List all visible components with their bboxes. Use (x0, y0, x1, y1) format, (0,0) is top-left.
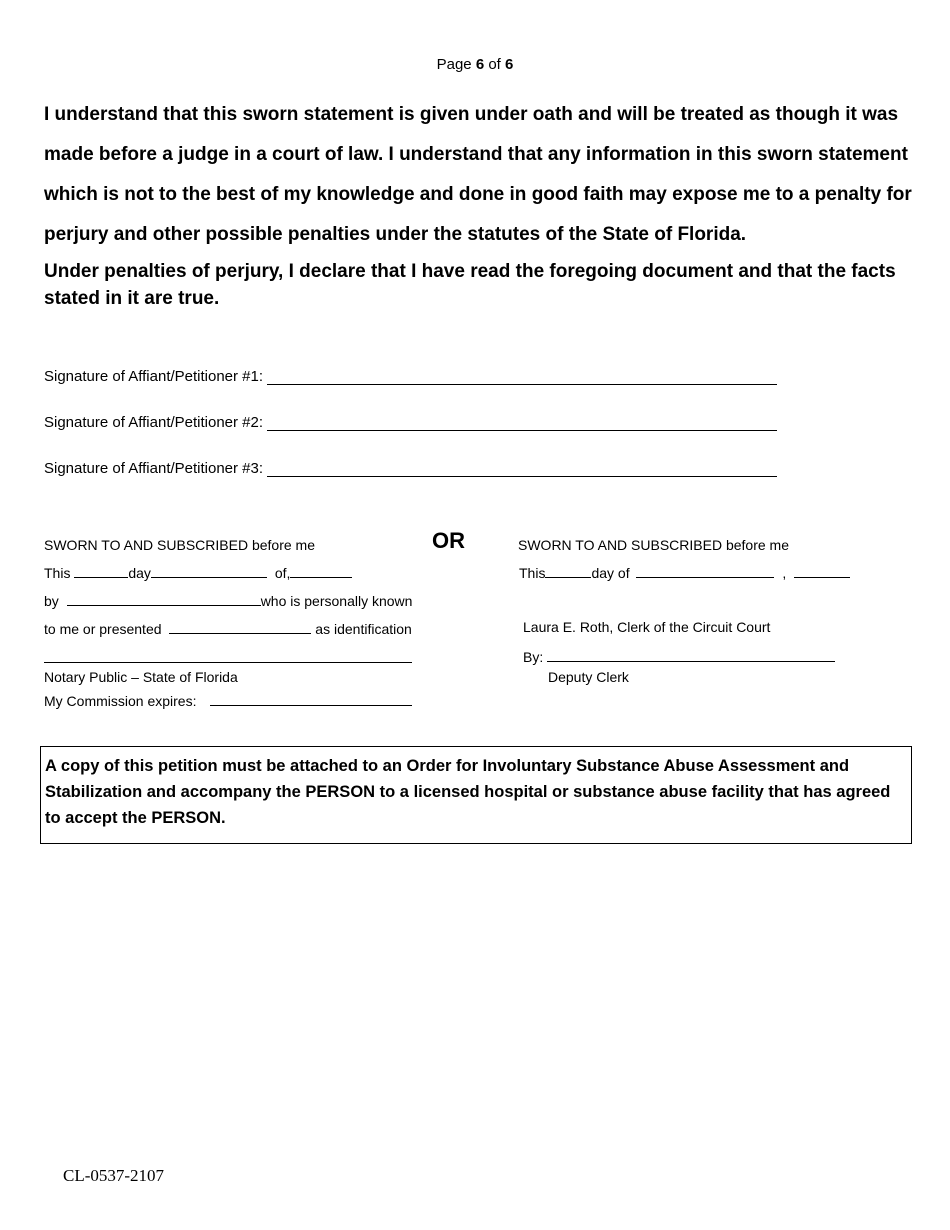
notary-id-row (44, 619, 412, 637)
notary-heading: SWORN TO AND SUBSCRIBED before me (44, 537, 315, 553)
signature-row-3 (44, 460, 777, 477)
perjury-declaration: Under penalties of perjury, I declare that I have read the foregoing document and that the facts stated in it are true. (44, 261, 896, 309)
signature-1-label: Signature of Affiant/Petitioner #1: (44, 368, 264, 385)
clerk-heading: SWORN TO AND SUBSCRIBED before me (518, 537, 789, 553)
clerk-by-label: By: (523, 649, 544, 665)
notary-signature-line[interactable] (44, 662, 412, 663)
notary-public-label: Notary Public – State of Florida (44, 669, 238, 685)
notary-month-field[interactable] (151, 563, 267, 578)
deputy-clerk-label: Deputy Clerk (548, 669, 629, 685)
signature-3-label: Signature of Affiant/Petitioner #3: (44, 460, 264, 477)
form-code: CL-0537-2107 (63, 1166, 165, 1185)
notary-year-field[interactable] (290, 563, 352, 578)
page-current: 6 (475, 56, 485, 73)
notary-by-row (44, 591, 412, 609)
notary-day-number-field[interactable] (74, 563, 128, 578)
notary-commission-label: My Commission expires: (44, 693, 197, 709)
notary-date-row (44, 563, 352, 581)
signature-row-2 (44, 414, 777, 431)
clerk-day-of-label: day of (591, 565, 630, 581)
signature-row-1 (44, 368, 777, 385)
or-divider: OR (432, 528, 465, 553)
page-number (0, 56, 950, 73)
notary-day-label: day (128, 565, 151, 581)
clerk-name: Laura E. Roth, Clerk of the Circuit Court (523, 619, 771, 635)
clerk-this-label: This (519, 565, 546, 581)
attachment-notice-text: A copy of this petition must be attached to an Order for Involuntary Substance Abuse Assessment and Stabilization and accompany the PERSON to a licensed hospital or substance abuse facility that has agreed to accept the PERSON. (45, 757, 891, 827)
clerk-month-field[interactable] (636, 563, 774, 578)
signature-2-label: Signature of Affiant/Petitioner #2: (44, 414, 264, 431)
clerk-signature-field[interactable] (547, 647, 835, 662)
notary-this-label: This (44, 565, 71, 581)
notary-known-label: who is personally known (260, 593, 413, 609)
signature-1-line[interactable] (267, 368, 777, 385)
attachment-notice-box (40, 746, 912, 844)
notary-commission-expiry-field[interactable] (210, 691, 412, 706)
page-total: 6 (505, 56, 514, 73)
notary-by-label: by (44, 593, 59, 609)
page-of: of (488, 56, 501, 73)
notary-commission-row (44, 691, 412, 709)
signature-2-line[interactable] (267, 414, 777, 431)
notary-presented-label: to me or presented (44, 621, 162, 637)
oath-paragraph: I understand that this sworn statement is given under oath and will be treated as though it was made before a judge in a court of law. I understand that any information in this sworn statement which is not to the best of my knowledge and done in good faith may expose me to a penalty for perjury and other possible penalties under the statutes of the State of Florida. (44, 104, 912, 245)
notary-of-label: of, (274, 565, 291, 581)
notary-identification-label: as identification (315, 621, 412, 637)
notary-identification-field[interactable] (169, 619, 311, 634)
clerk-date-row (519, 563, 850, 581)
clerk-year-field[interactable] (794, 563, 850, 578)
signature-3-line[interactable] (267, 460, 777, 477)
notary-person-name-field[interactable] (67, 591, 261, 606)
clerk-comma: , (782, 565, 787, 581)
page-prefix: Page (436, 56, 472, 73)
clerk-by-row (523, 647, 835, 665)
clerk-day-number-field[interactable] (545, 563, 591, 578)
